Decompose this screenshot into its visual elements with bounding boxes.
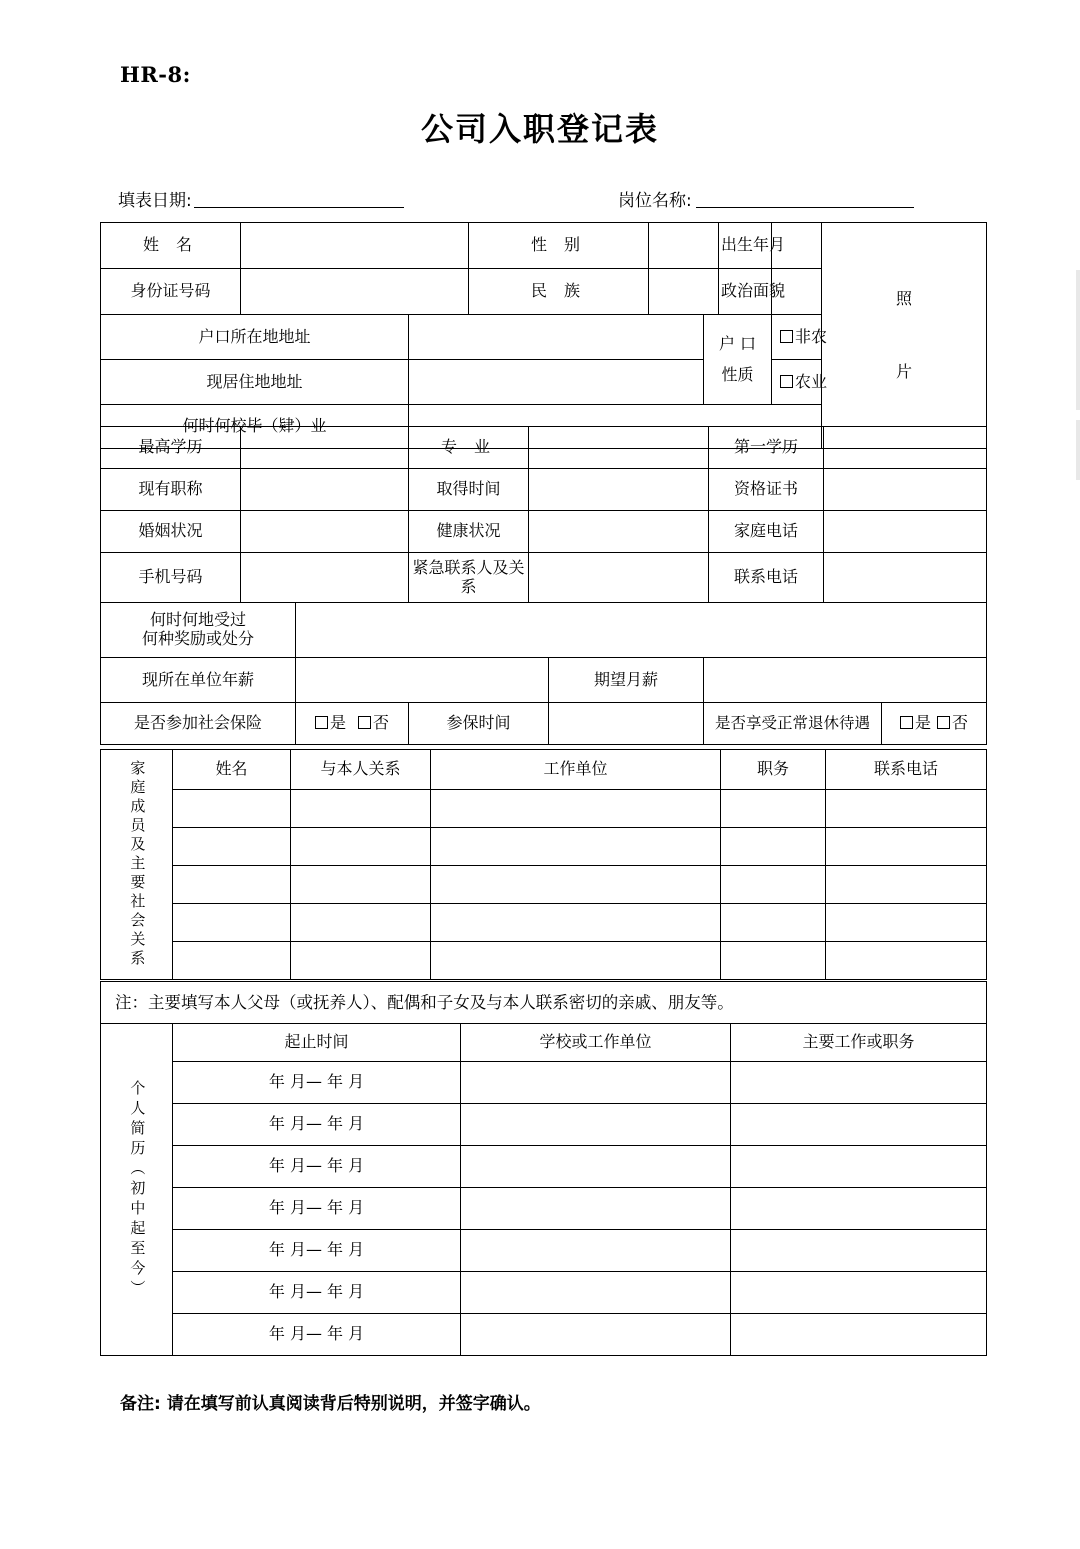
fill-date-input[interactable]: [194, 191, 404, 208]
table-row: [101, 511, 987, 553]
home-phone-input[interactable]: [824, 511, 987, 553]
hukou-farm-option[interactable]: [772, 360, 828, 405]
id-number-label: 身份证号码: [101, 269, 241, 315]
resume-col-duty: 主要工作或职务: [731, 1024, 987, 1062]
hukou-address-label: 户口所在地地址: [101, 315, 409, 360]
family-cell-name[interactable]: [173, 866, 291, 904]
position-label: 岗位名称:: [618, 191, 692, 211]
emergency-contact-label: 紧急联系人及关系: [409, 553, 529, 603]
resume-cell-institution[interactable]: [461, 1062, 731, 1104]
awards-label: [101, 603, 296, 658]
table-row: [101, 1104, 987, 1146]
hukou-type-label-line2: 性质: [721, 364, 754, 384]
meta-row: [118, 186, 988, 212]
resume-table: [100, 1023, 987, 1356]
page-title: 公司入职登记表: [420, 110, 659, 148]
table-row: [101, 1188, 987, 1230]
resume-col-period: 起止时间: [173, 1024, 461, 1062]
fill-date-group: [118, 186, 404, 211]
family-cell-relation[interactable]: [291, 866, 431, 904]
ethnicity-label: 民 族: [469, 269, 649, 315]
insured-time-input[interactable]: [549, 703, 704, 745]
no-label: 否: [373, 713, 390, 733]
basic-info-table: [100, 222, 987, 449]
ethnicity-input[interactable]: [649, 269, 719, 315]
page-edge-mark: [1076, 270, 1080, 410]
yes-label: 是: [915, 713, 932, 733]
awards-label-line2: 何种奖励或处分: [141, 629, 254, 648]
hukou-type-label-line1: 户 口: [718, 333, 757, 353]
hukou-nonfarm-label: 非农: [795, 326, 828, 346]
family-col-name: 姓名: [173, 750, 291, 790]
name-label: 姓 名: [101, 223, 241, 269]
family-header-row: [101, 750, 987, 790]
checkbox-icon[interactable]: [937, 716, 950, 729]
emergency-contact-input[interactable]: [529, 553, 709, 603]
family-cell-phone[interactable]: [826, 828, 987, 866]
table-row: [101, 790, 987, 828]
resume-cell-period[interactable]: 年 月— 年 月: [173, 1062, 461, 1104]
checkbox-icon[interactable]: [780, 375, 793, 388]
birth-label: 出生年月: [719, 223, 772, 269]
resume-cell-period[interactable]: 年 月— 年 月: [173, 1314, 461, 1356]
social-insurance-label: 是否参加社会保险: [101, 703, 296, 745]
resume-cell-institution[interactable]: [461, 1230, 731, 1272]
family-cell-phone[interactable]: [826, 904, 987, 942]
family-cell-employer[interactable]: [431, 790, 721, 828]
family-cell-position[interactable]: [721, 904, 826, 942]
table-row: [101, 553, 987, 603]
table-row: [101, 1314, 987, 1356]
resume-side-label: 个人简历（初中起至今）: [101, 1024, 173, 1356]
family-cell-position[interactable]: [721, 866, 826, 904]
mobile-label: 手机号码: [101, 553, 241, 603]
no-label: 否: [952, 713, 969, 733]
table-row: [101, 982, 987, 1024]
social-insurance-options[interactable]: [296, 703, 409, 745]
gender-input[interactable]: [649, 223, 719, 269]
family-col-employer: 工作单位: [431, 750, 721, 790]
position-group: [618, 186, 914, 211]
fill-date-label: 填表日期:: [118, 191, 192, 211]
expected-monthly-salary-label: 期望月薪: [549, 658, 704, 703]
family-cell-relation[interactable]: [291, 942, 431, 980]
form-code: HR-8:: [120, 62, 191, 87]
table-row: [101, 469, 987, 511]
table-row: [101, 658, 987, 703]
table-row: [101, 866, 987, 904]
resume-cell-institution[interactable]: [461, 1314, 731, 1356]
id-number-input[interactable]: [241, 269, 469, 315]
resume-cell-period[interactable]: 年 月— 年 月: [173, 1272, 461, 1314]
family-table: [100, 749, 987, 980]
retirement-no[interactable]: [937, 714, 968, 733]
gender-label: 性 别: [469, 223, 649, 269]
resume-cell-duty[interactable]: [731, 1230, 987, 1272]
current-title-label: 现有职称: [101, 469, 241, 511]
resume-cell-institution[interactable]: [461, 1272, 731, 1314]
table-row: [101, 1272, 987, 1314]
family-cell-phone[interactable]: [826, 942, 987, 980]
checkbox-icon[interactable]: [315, 716, 328, 729]
family-cell-employer[interactable]: [431, 866, 721, 904]
graduation-label: 何时何校毕（肄）业: [101, 405, 409, 449]
resume-cell-period[interactable]: 年 月— 年 月: [173, 1230, 461, 1272]
hukou-type-label: [704, 315, 772, 405]
footer-remark: 备注: 请在填写前认真阅读背后特别说明，并签字确认。: [120, 1394, 541, 1414]
awards-salary-table: [100, 602, 987, 745]
current-title-input[interactable]: [241, 469, 409, 511]
resume-cell-period[interactable]: 年 月— 年 月: [173, 1146, 461, 1188]
resume-cell-institution[interactable]: [461, 1104, 731, 1146]
family-cell-relation[interactable]: [291, 904, 431, 942]
marital-status-label: 婚姻状况: [101, 511, 241, 553]
table-row: [101, 904, 987, 942]
first-degree-input[interactable]: [824, 427, 987, 469]
current-address-input[interactable]: [409, 360, 704, 405]
family-cell-employer[interactable]: [431, 942, 721, 980]
table-row: [101, 1230, 987, 1272]
family-cell-name[interactable]: [173, 828, 291, 866]
family-cell-relation[interactable]: [291, 828, 431, 866]
checkbox-icon[interactable]: [900, 716, 913, 729]
health-status-input[interactable]: [529, 511, 709, 553]
resume-cell-duty[interactable]: [731, 1272, 987, 1314]
table-row: [101, 942, 987, 980]
highest-degree-label: 最高学历: [101, 427, 241, 469]
first-degree-label: 第一学历: [709, 427, 824, 469]
hukou-address-input[interactable]: [409, 315, 704, 360]
family-cell-name[interactable]: [173, 904, 291, 942]
retirement-options[interactable]: [882, 703, 987, 745]
family-cell-position[interactable]: [721, 828, 826, 866]
family-cell-position[interactable]: [721, 942, 826, 980]
major-label: 专 业: [409, 427, 529, 469]
family-cell-phone[interactable]: [826, 866, 987, 904]
health-status-label: 健康状况: [409, 511, 529, 553]
marital-status-input[interactable]: [241, 511, 409, 553]
current-annual-salary-label: 现所在单位年薪: [101, 658, 296, 703]
current-annual-salary-input[interactable]: [296, 658, 549, 703]
photo-label-line1: 照: [895, 288, 912, 308]
family-cell-employer[interactable]: [431, 828, 721, 866]
current-address-label: 现居住地地址: [101, 360, 409, 405]
social-insurance-yes[interactable]: [315, 714, 346, 733]
table-row: [101, 1062, 987, 1104]
education-table: [100, 426, 987, 603]
political-status-label: 政治面貌: [719, 269, 772, 315]
family-col-relation: 与本人关系: [291, 750, 431, 790]
family-col-phone: 联系电话: [826, 750, 987, 790]
family-col-position: 职务: [721, 750, 826, 790]
resume-cell-duty[interactable]: [731, 1062, 987, 1104]
family-cell-name[interactable]: [173, 790, 291, 828]
table-row: [101, 603, 987, 658]
family-side-label: 家庭成员及主要社会关系: [101, 750, 173, 980]
insured-time-label: 参保时间: [409, 703, 549, 745]
family-cell-name[interactable]: [173, 942, 291, 980]
awards-input[interactable]: [296, 603, 987, 658]
expected-monthly-salary-input[interactable]: [704, 658, 987, 703]
highest-degree-input[interactable]: [241, 427, 409, 469]
checkbox-icon[interactable]: [780, 330, 793, 343]
position-input[interactable]: [696, 191, 914, 208]
table-row: [101, 427, 987, 469]
hukou-nonfarm-option[interactable]: [772, 315, 828, 360]
hukou-farm-label: 农业: [795, 371, 828, 391]
family-cell-position[interactable]: [721, 790, 826, 828]
family-cell-phone[interactable]: [826, 790, 987, 828]
table-row: [101, 223, 987, 269]
family-cell-employer[interactable]: [431, 904, 721, 942]
contact-phone-input[interactable]: [824, 553, 987, 603]
contact-phone-label: 联系电话: [709, 553, 824, 603]
obtained-time-label: 取得时间: [409, 469, 529, 511]
resume-cell-institution[interactable]: [461, 1146, 731, 1188]
certificate-input[interactable]: [824, 469, 987, 511]
table-row: [101, 703, 987, 745]
social-insurance-no[interactable]: [358, 714, 389, 733]
table-row: [101, 1146, 987, 1188]
resume-header-row: [101, 1024, 987, 1062]
resume-cell-duty[interactable]: [731, 1146, 987, 1188]
family-cell-relation[interactable]: [291, 790, 431, 828]
obtained-time-input[interactable]: [529, 469, 709, 511]
home-phone-label: 家庭电话: [709, 511, 824, 553]
family-note: 注：主要填写本人父母（或抚养人）、配偶和子女及与本人联系密切的亲戚、朋友等。: [101, 982, 987, 1024]
major-input[interactable]: [529, 427, 709, 469]
photo-label-line2: 片: [895, 361, 912, 381]
yes-label: 是: [329, 713, 346, 733]
resume-cell-institution[interactable]: [461, 1188, 731, 1230]
certificate-label: 资格证书: [709, 469, 824, 511]
page-edge-mark: [1076, 420, 1080, 480]
retirement-label: 是否享受正常退休待遇: [704, 703, 882, 745]
resume-cell-period[interactable]: 年 月— 年 月: [173, 1188, 461, 1230]
resume-cell-period[interactable]: 年 月— 年 月: [173, 1104, 461, 1146]
resume-cell-duty[interactable]: [731, 1188, 987, 1230]
resume-cell-duty[interactable]: [731, 1314, 987, 1356]
resume-col-institution: 学校或工作单位: [461, 1024, 731, 1062]
retirement-yes[interactable]: [900, 714, 931, 733]
resume-cell-duty[interactable]: [731, 1104, 987, 1146]
mobile-input[interactable]: [241, 553, 409, 603]
awards-label-line1: 何时何地受过: [149, 610, 246, 630]
family-note-table: [100, 981, 987, 1024]
photo-placeholder[interactable]: [822, 223, 987, 449]
table-row: [101, 828, 987, 866]
checkbox-icon[interactable]: [358, 716, 371, 729]
name-input[interactable]: [241, 223, 469, 269]
